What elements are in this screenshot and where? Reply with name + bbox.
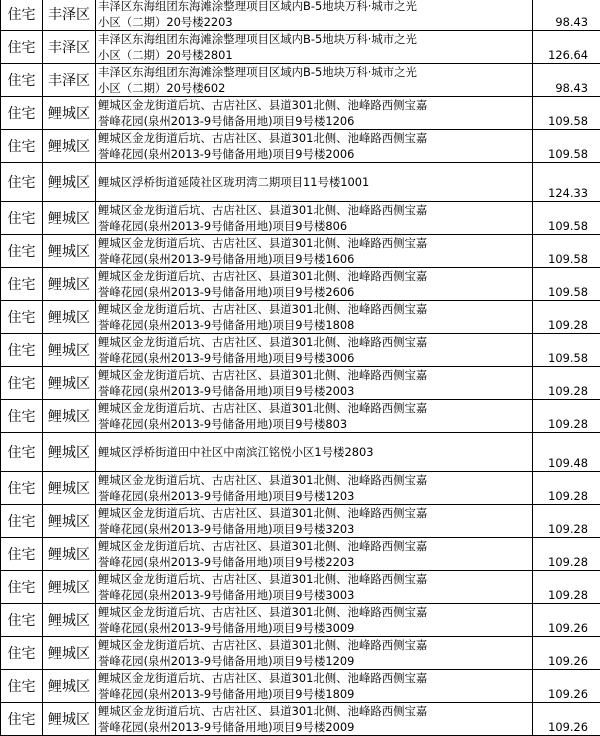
district-cell: 鲤城区 — [43, 268, 96, 301]
address-line-1: 丰泽区东海组团东海滩涂整理项目区域内B-5地块万科·城市之光 — [98, 64, 532, 80]
property-type-cell: 住宅 — [1, 367, 43, 400]
area-cell: 109.28 — [533, 538, 600, 571]
area-cell: 109.58 — [533, 334, 600, 367]
area-cell: 109.58 — [533, 235, 600, 268]
district-cell: 鲤城区 — [43, 472, 96, 505]
property-type-cell: 住宅 — [1, 571, 43, 604]
address-line-1: 鲤城区金龙街道后坑、古店社区、县道301北侧、池峰路西侧宝嘉 — [98, 301, 532, 317]
table-row — [1, 670, 600, 703]
address-line-1: 鲤城区浮桥街道田中社区中南滨江铭悦小区1号楼2803 — [98, 444, 532, 460]
district-cell: 鲤城区 — [43, 163, 96, 202]
address-cell — [96, 31, 533, 64]
district-cell: 鲤城区 — [43, 367, 96, 400]
property-type-cell: 住宅 — [1, 235, 43, 268]
address-line-1: 鲤城区金龙街道后坑、古店社区、县道301北侧、池峰路西侧宝嘉 — [98, 400, 532, 416]
district-cell: 鲤城区 — [43, 538, 96, 571]
table-row — [1, 334, 600, 367]
area-cell: 109.58 — [533, 130, 600, 163]
area-cell: 98.43 — [533, 64, 600, 97]
district-cell: 鲤城区 — [43, 637, 96, 670]
district-cell: 鲤城区 — [43, 235, 96, 268]
address-line-1: 鲤城区金龙街道后坑、古店社区、县道301北侧、池峰路西侧宝嘉 — [98, 268, 532, 284]
address-cell — [96, 433, 533, 472]
table-row — [1, 97, 600, 130]
address-line-1: 鲤城区浮桥街道延陵社区珑玥湾二期项目11号楼1001 — [98, 174, 532, 190]
district-cell: 丰泽区 — [43, 64, 96, 97]
table-row — [1, 604, 600, 637]
address-line-1: 鲤城区金龙街道后坑、古店社区、县道301北侧、池峰路西侧宝嘉 — [98, 130, 532, 146]
district-cell: 鲤城区 — [43, 433, 96, 472]
address-line-1: 鲤城区金龙街道后坑、古店社区、县道301北侧、池峰路西侧宝嘉 — [98, 334, 532, 350]
address-line-2: 誉峰花园(泉州2013-9号储备用地)项目9号楼1206 — [98, 113, 532, 129]
property-type-cell: 住宅 — [1, 31, 43, 64]
district-cell: 鲤城区 — [43, 703, 96, 736]
address-line-1: 鲤城区金龙街道后坑、古店社区、县道301北侧、池峰路西侧宝嘉 — [98, 235, 532, 251]
address-line-1: 鲤城区金龙街道后坑、古店社区、县道301北侧、池峰路西侧宝嘉 — [98, 472, 532, 488]
address-line-2: 小区（二期）20号楼2801 — [98, 47, 532, 63]
area-cell: 126.64 — [533, 31, 600, 64]
address-line-2: 誉峰花园(泉州2013-9号储备用地)项目9号楼2003 — [98, 383, 532, 399]
table-row — [1, 0, 600, 31]
table-row — [1, 367, 600, 400]
area-cell: 109.28 — [533, 301, 600, 334]
property-type-cell: 住宅 — [1, 472, 43, 505]
district-cell: 鲤城区 — [43, 670, 96, 703]
address-line-1: 鲤城区金龙街道后坑、古店社区、县道301北侧、池峰路西侧宝嘉 — [98, 703, 532, 719]
property-type-cell: 住宅 — [1, 538, 43, 571]
table-row — [1, 505, 600, 538]
address-cell — [96, 235, 533, 268]
address-line-2: 誉峰花园(泉州2013-9号储备用地)项目9号楼3203 — [98, 521, 532, 537]
property-type-cell: 住宅 — [1, 505, 43, 538]
address-line-2: 誉峰花园(泉州2013-9号储备用地)项目9号楼2009 — [98, 719, 532, 735]
table-row — [1, 130, 600, 163]
address-cell — [96, 604, 533, 637]
area-cell: 98.43 — [533, 0, 600, 31]
address-line-1: 鲤城区金龙街道后坑、古店社区、县道301北侧、池峰路西侧宝嘉 — [98, 637, 532, 653]
address-cell — [96, 97, 533, 130]
address-cell — [96, 400, 533, 433]
area-cell: 109.58 — [533, 202, 600, 235]
area-cell: 109.26 — [533, 703, 600, 736]
property-type-cell: 住宅 — [1, 703, 43, 736]
address-line-2: 誉峰花园(泉州2013-9号储备用地)项目9号楼3009 — [98, 620, 532, 636]
address-line-1: 鲤城区金龙街道后坑、古店社区、县道301北侧、池峰路西侧宝嘉 — [98, 505, 532, 521]
property-type-cell: 住宅 — [1, 334, 43, 367]
area-cell: 109.28 — [533, 367, 600, 400]
address-cell — [96, 163, 533, 202]
address-cell — [96, 505, 533, 538]
address-cell — [96, 64, 533, 97]
property-type-cell: 住宅 — [1, 130, 43, 163]
district-cell: 鲤城区 — [43, 400, 96, 433]
address-line-2: 誉峰花园(泉州2013-9号储备用地)项目9号楼1808 — [98, 317, 532, 333]
district-cell: 鲤城区 — [43, 130, 96, 163]
table-row — [1, 400, 600, 433]
address-line-2: 誉峰花园(泉州2013-9号储备用地)项目9号楼1809 — [98, 686, 532, 702]
address-line-2: 誉峰花园(泉州2013-9号储备用地)项目9号楼806 — [98, 218, 532, 234]
address-line-1: 鲤城区金龙街道后坑、古店社区、县道301北侧、池峰路西侧宝嘉 — [98, 202, 532, 218]
address-line-2: 誉峰花园(泉州2013-9号储备用地)项目9号楼803 — [98, 416, 532, 432]
address-line-2: 誉峰花园(泉州2013-9号储备用地)项目9号楼3006 — [98, 350, 532, 366]
table-row — [1, 301, 600, 334]
address-cell — [96, 538, 533, 571]
address-line-1: 鲤城区金龙街道后坑、古店社区、县道301北侧、池峰路西侧宝嘉 — [98, 97, 532, 113]
property-type-cell: 住宅 — [1, 0, 43, 31]
area-cell: 109.28 — [533, 472, 600, 505]
table-row — [1, 703, 600, 736]
area-cell: 109.28 — [533, 400, 600, 433]
table-row — [1, 235, 600, 268]
address-line-1: 鲤城区金龙街道后坑、古店社区、县道301北侧、池峰路西侧宝嘉 — [98, 571, 532, 587]
area-cell: 109.48 — [533, 433, 600, 472]
address-line-2: 誉峰花园(泉州2013-9号储备用地)项目9号楼2606 — [98, 284, 532, 300]
table-row — [1, 31, 600, 64]
area-cell: 109.26 — [533, 637, 600, 670]
area-cell: 109.26 — [533, 604, 600, 637]
property-type-cell: 住宅 — [1, 604, 43, 637]
table-row — [1, 571, 600, 604]
address-cell — [96, 637, 533, 670]
district-cell: 丰泽区 — [43, 0, 96, 31]
property-type-cell: 住宅 — [1, 97, 43, 130]
address-cell — [96, 571, 533, 604]
address-cell — [96, 0, 533, 31]
property-type-cell: 住宅 — [1, 433, 43, 472]
property-type-cell: 住宅 — [1, 301, 43, 334]
address-cell — [96, 202, 533, 235]
address-line-1: 鲤城区金龙街道后坑、古店社区、县道301北侧、池峰路西侧宝嘉 — [98, 604, 532, 620]
table-row — [1, 538, 600, 571]
property-type-cell: 住宅 — [1, 268, 43, 301]
table-row — [1, 433, 600, 472]
address-line-2: 誉峰花园(泉州2013-9号储备用地)项目9号楼2006 — [98, 146, 532, 162]
address-cell — [96, 130, 533, 163]
address-line-2: 小区（二期）20号楼2203 — [98, 14, 532, 30]
address-cell — [96, 301, 533, 334]
district-cell: 鲤城区 — [43, 604, 96, 637]
table-row — [1, 268, 600, 301]
table-row — [1, 64, 600, 97]
property-type-cell: 住宅 — [1, 202, 43, 235]
address-line-1: 丰泽区东海组团东海滩涂整理项目区域内B-5地块万科·城市之光 — [98, 31, 532, 47]
area-cell: 124.33 — [533, 163, 600, 202]
address-line-1: 鲤城区金龙街道后坑、古店社区、县道301北侧、池峰路西侧宝嘉 — [98, 367, 532, 383]
area-cell: 109.58 — [533, 268, 600, 301]
property-type-cell: 住宅 — [1, 163, 43, 202]
address-line-2: 誉峰花园(泉州2013-9号储备用地)项目9号楼1203 — [98, 488, 532, 504]
address-cell — [96, 268, 533, 301]
area-cell: 109.26 — [533, 670, 600, 703]
address-cell — [96, 703, 533, 736]
address-cell — [96, 670, 533, 703]
district-cell: 鲤城区 — [43, 334, 96, 367]
district-cell: 鲤城区 — [43, 97, 96, 130]
property-type-cell: 住宅 — [1, 670, 43, 703]
address-line-1: 鲤城区金龙街道后坑、古店社区、县道301北侧、池峰路西侧宝嘉 — [98, 538, 532, 554]
property-type-cell: 住宅 — [1, 637, 43, 670]
table-row — [1, 472, 600, 505]
district-cell: 丰泽区 — [43, 31, 96, 64]
table-row — [1, 163, 600, 202]
table-row — [1, 637, 600, 670]
address-line-1: 丰泽区东海组团东海滩涂整理项目区域内B-5地块万科·城市之光 — [98, 0, 532, 14]
address-line-2: 誉峰花园(泉州2013-9号储备用地)项目9号楼3003 — [98, 587, 532, 603]
property-type-cell: 住宅 — [1, 400, 43, 433]
property-type-cell: 住宅 — [1, 64, 43, 97]
district-cell: 鲤城区 — [43, 571, 96, 604]
table-row — [1, 202, 600, 235]
address-cell — [96, 472, 533, 505]
address-line-2: 誉峰花园(泉州2013-9号储备用地)项目9号楼1606 — [98, 251, 532, 267]
address-line-1: 鲤城区金龙街道后坑、古店社区、县道301北侧、池峰路西侧宝嘉 — [98, 670, 532, 686]
district-cell: 鲤城区 — [43, 202, 96, 235]
address-line-2: 誉峰花园(泉州2013-9号储备用地)项目9号楼1209 — [98, 653, 532, 669]
area-cell: 109.28 — [533, 571, 600, 604]
address-cell — [96, 367, 533, 400]
address-cell — [96, 334, 533, 367]
address-line-2: 誉峰花园(泉州2013-9号储备用地)项目9号楼2203 — [98, 554, 532, 570]
district-cell: 鲤城区 — [43, 505, 96, 538]
area-cell: 109.58 — [533, 97, 600, 130]
address-line-2: 小区（二期）20号楼602 — [98, 80, 532, 96]
area-cell: 109.28 — [533, 505, 600, 538]
housing-table-body — [1, 0, 600, 736]
district-cell: 鲤城区 — [43, 301, 96, 334]
